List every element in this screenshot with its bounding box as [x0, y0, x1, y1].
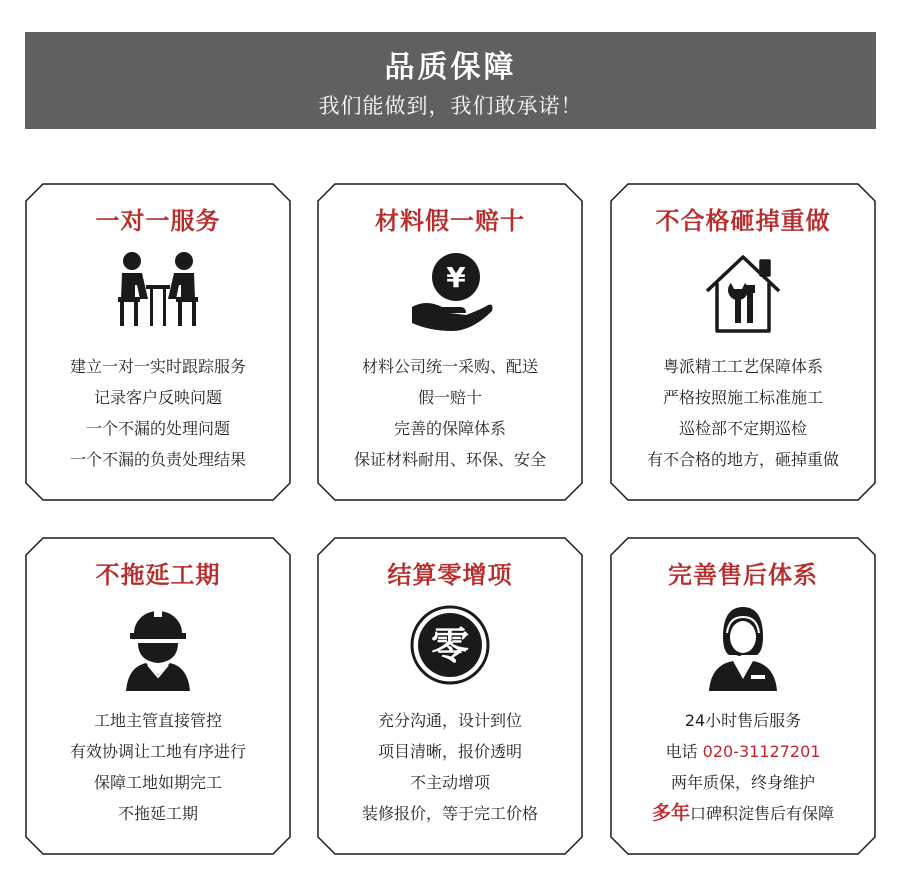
phone-label: 电话 — [665, 742, 703, 761]
meeting-people-icon — [108, 249, 208, 339]
zero-circle-icon — [400, 603, 500, 693]
card-line: 材料公司统一采购、配送 — [361, 357, 538, 376]
card-title: 一对一服务 — [95, 207, 221, 235]
card-line: 不拖延工期 — [117, 804, 198, 823]
yen-coin-hand-icon — [400, 249, 500, 339]
card-line: 一个不漏的负责处理结果 — [69, 450, 246, 469]
card-line: 项目清晰，报价透明 — [377, 742, 522, 761]
card-one-to-one-service — [25, 183, 291, 501]
header-banner — [25, 32, 876, 129]
card-lines — [317, 705, 583, 829]
card-title: 完善售后体系 — [668, 561, 818, 589]
card-line: 假一赔十 — [417, 388, 482, 407]
card-line: 24小时售后服务 — [684, 711, 802, 730]
card-line: 有不合格的地方，砸掉重做 — [646, 450, 839, 469]
card-line-highlight — [610, 798, 876, 829]
card-line: 完善的保障体系 — [393, 419, 506, 438]
card-title: 不合格砸掉重做 — [655, 207, 831, 235]
card-no-delay — [25, 537, 291, 855]
card-line: 巡检部不定期巡检 — [678, 419, 807, 438]
banner-title: 品质保障 — [384, 50, 517, 85]
zero-char: 零 — [430, 624, 470, 668]
card-zero-extra — [317, 537, 583, 855]
card-line: 建立一对一实时跟踪服务 — [69, 357, 246, 376]
house-tools-icon — [693, 249, 793, 339]
phone-number: 020-31127201 — [702, 742, 821, 761]
card-after-sales — [610, 537, 876, 855]
card-line: 充分沟通，设计到位 — [377, 711, 522, 730]
card-line-phone — [610, 736, 876, 767]
banner-subtitle: 我们能做到，我们敢承诺！ — [318, 94, 583, 118]
headset-agent-icon — [693, 603, 793, 693]
card-line: 有效协调让工地有序进行 — [69, 742, 246, 761]
card-line: 保证材料耐用、环保、安全 — [353, 450, 546, 469]
card-title: 结算零增项 — [387, 561, 513, 589]
highlight-text: 多年 — [651, 802, 690, 824]
card-line: 一个不漏的处理问题 — [85, 419, 230, 438]
card-title: 材料假一赔十 — [375, 207, 525, 235]
card-title: 不拖延工期 — [95, 561, 221, 589]
card-lines — [610, 351, 876, 475]
card-redo-defects — [610, 183, 876, 501]
card-line: 两年质保，终身维护 — [670, 773, 815, 792]
svg-text:¥: ¥ — [446, 261, 466, 294]
card-line: 记录客户反映问题 — [93, 388, 222, 407]
card-line: 粤派精工工艺保障体系 — [662, 357, 823, 376]
card-lines — [25, 705, 291, 829]
card-line: 不主动增项 — [409, 773, 490, 792]
card-lines — [610, 705, 876, 829]
hardhat-worker-icon — [108, 603, 208, 693]
card-line-rest: 口碑积淀售后有保障 — [690, 804, 835, 823]
card-line: 工地主管直接管控 — [93, 711, 222, 730]
card-line: 保障工地如期完工 — [93, 773, 222, 792]
card-line: 严格按照施工标准施工 — [662, 388, 823, 407]
card-material-guarantee — [317, 183, 583, 501]
card-lines — [317, 351, 583, 475]
card-lines — [25, 351, 291, 475]
card-line: 装修报价，等于完工价格 — [361, 804, 538, 823]
